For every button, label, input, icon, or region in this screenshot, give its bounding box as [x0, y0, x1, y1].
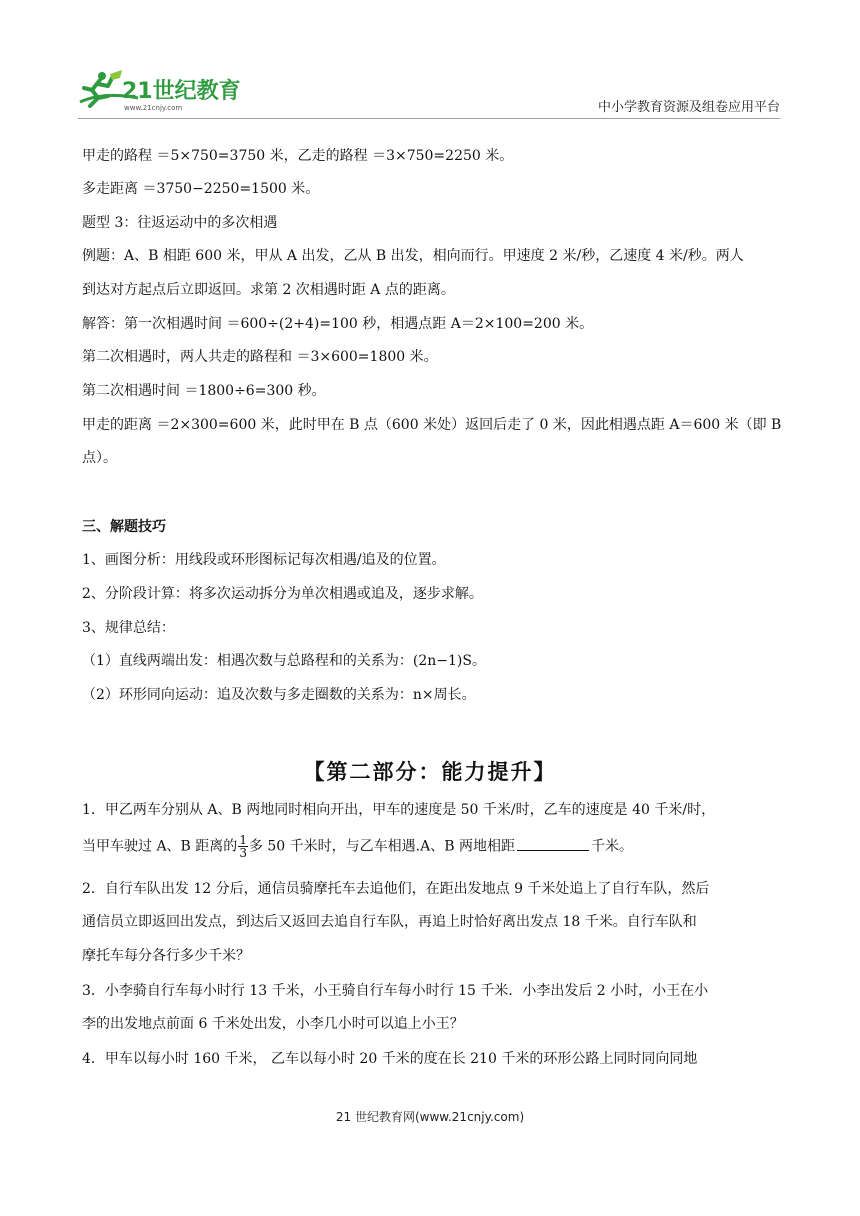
tip-item: （2）环形同向运动：追及次数与多走圈数的关系为：n×周长。: [82, 687, 476, 703]
section-title: 【第二部分：能力提升】: [303, 760, 557, 784]
text-line: 例题：A、B 相距 600 米，甲从 A 出发，乙从 B 出发，相向而行。甲速度 2 米/秒，乙速度 4 米/秒。两人: [82, 248, 744, 264]
page-header: [78, 66, 780, 114]
text-line: 题型 3：往返运动中的多次相遇: [82, 215, 278, 231]
tip-item: 1、画图分析：用线段或环形图标记每次相遇/追及的位置。: [82, 552, 446, 568]
text-line: 解答：第一次相遇时间 ＝600÷(2+4)=100 秒，相遇点距 A＝2×100=200 米。: [82, 316, 594, 332]
header-divider: [78, 118, 780, 119]
problem-2-line: 摩托车每分各行多少千米？: [82, 948, 250, 964]
problem-2-line: 2．自行车队出发 12 分后，通信员骑摩托车去追他们，在距出发地点 9 千米处追上了自行车队，然后: [82, 881, 710, 897]
tip-item: （1）直线两端出发：相遇次数与总路程和的关系为：(2n−1)S。: [82, 653, 486, 669]
answer-blank[interactable]: [517, 836, 589, 851]
problem-3-line: 3．小李骑自行车每小时行 13 千米，小王骑自行车每小时行 15 千米．小李出发后 2 小时，小王在小: [82, 983, 709, 999]
text-line: 多走距离 ＝3750−2250=1500 米。: [82, 181, 320, 197]
problem-4-line: 4．甲车以每小时 160 千米， 乙车以每小时 20 千米的度在长 210 千米的环形公路上同时同向同地: [82, 1051, 698, 1067]
svg-text:21世纪教育: 21世纪教育: [122, 79, 241, 104]
svg-text:www.21cnjy.com: www.21cnjy.com: [124, 104, 183, 112]
logo: [78, 68, 258, 112]
tip-item: 3、规律总结：: [82, 620, 175, 636]
problem-1-line: 当甲车驶过 A、B 距离的 $\frac{1}{3}$ 多 50 千米时，与乙车相遇.A、B 两地相距 千米。: [82, 833, 633, 860]
page-footer: 21 世纪教育网(www.21cnjy.com): [335, 1110, 525, 1124]
text-line: 第二次相遇时，两人共走的路程和 ＝3×600=1800 米。: [82, 349, 438, 365]
text-line: 到达对方起点后立即返回。求第 2 次相遇时距 A 点的距离。: [82, 282, 455, 298]
problem-2-line: 通信员立即返回出发点，到达后又返回去追自行车队，再追上时恰好离出发点 18 千米。自行车队和: [82, 914, 697, 930]
text-line: 甲走的距离 ＝2×300=600 米，此时甲在 B 点（600 米处）返回后走了 0 米，因此相遇点距 A＝600 米（即 B: [82, 417, 782, 433]
tip-item: 2、分阶段计算：将多次运动拆分为单次相遇或追及，逐步求解。: [82, 586, 483, 602]
text-line: 甲走的路程 ＝5×750=3750 米，乙走的路程 ＝3×750=2250 米。: [82, 148, 514, 164]
text-line: 第二次相遇时间 ＝1800÷6=300 秒。: [82, 383, 326, 399]
problem-1-line: 1．甲乙两车分别从 A、B 两地同时相向开出，甲车的速度是 50 千米/时，乙车的速度是 40 千米/时，: [82, 802, 716, 818]
text-line: 点）。: [82, 450, 117, 466]
header-platform-text: 中小学教育资源及组卷应用平台: [597, 100, 780, 115]
problem-3-line: 李的出发地点前面 6 千米处出发，小李几小时可以追上小王？: [82, 1016, 464, 1032]
tips-heading: 三、解题技巧: [82, 519, 166, 535]
fraction: $\frac{1}{3}$: [239, 833, 247, 860]
